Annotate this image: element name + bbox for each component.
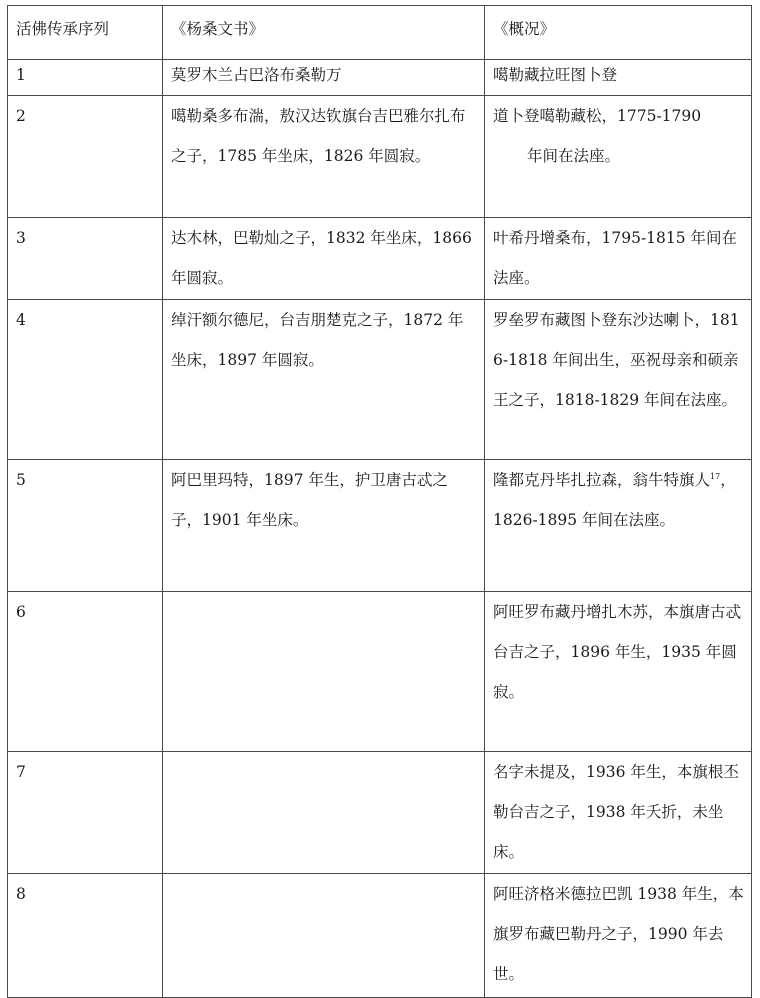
header-sequence: 活佛传承序列 bbox=[8, 6, 163, 60]
overview-cell: 叶希丹增桑布，1795-1815 年间在法座。 bbox=[485, 218, 752, 300]
sequence-cell: 5 bbox=[8, 460, 163, 592]
overview-cell bbox=[485, 96, 752, 218]
sequence-cell: 2 bbox=[8, 96, 163, 218]
overview-cell: 名字未提及，1936 年生，本旗根丕勒台吉之子，1938 年夭折，未坐床。 bbox=[485, 752, 752, 874]
header-yangsang-documents: 《杨桑文书》 bbox=[163, 6, 485, 60]
yangsang-cell bbox=[163, 752, 485, 874]
table-row bbox=[8, 300, 752, 460]
overview-cell: 罗垒罗布藏图卜登东沙达喇卜，1816-1818 年间出生，巫祝母亲和硕亲王之子，1818-1829 年间在法座。 bbox=[485, 300, 752, 460]
sequence-cell: 6 bbox=[8, 592, 163, 752]
yangsang-cell: 达木林，巴勒灿之子，1832 年坐床，1866 年圆寂。 bbox=[163, 218, 485, 300]
header-overview: 《概况》 bbox=[485, 6, 752, 60]
yangsang-cell bbox=[163, 874, 485, 998]
sequence-cell: 1 bbox=[8, 60, 163, 96]
table-row bbox=[8, 752, 752, 874]
sequence-cell: 3 bbox=[8, 218, 163, 300]
sequence-cell: 4 bbox=[8, 300, 163, 460]
overview-cell: 阿旺济格米德拉巴凯 1938 年生，本旗罗布藏巴勒丹之子，1990 年去世。 bbox=[485, 874, 752, 998]
overview-cell: 阿旺罗布藏丹增扎木苏，本旗唐古忒台吉之子，1896 年生，1935 年圆寂。 bbox=[485, 592, 752, 752]
table-row bbox=[8, 460, 752, 592]
table-row bbox=[8, 60, 752, 96]
overview-cell bbox=[485, 460, 752, 592]
yangsang-cell: 噶勒桑多布湍，敖汉达钦旗台吉巴雅尔扎布之子，1785 年坐床，1826 年圆寂。 bbox=[163, 96, 485, 218]
yangsang-cell: 莫罗木兰占巴洛布桑勒万 bbox=[163, 60, 485, 96]
overview-cell: 噶勒藏拉旺图卜登 bbox=[485, 60, 752, 96]
overview-text: 道卜登噶勒藏松，1775-1790 bbox=[493, 107, 702, 125]
sequence-cell: 8 bbox=[8, 874, 163, 998]
yangsang-cell bbox=[163, 592, 485, 752]
table-row bbox=[8, 218, 752, 300]
lineage-table bbox=[7, 5, 752, 998]
overview-text-tail: ，1826-1895 年间在法座。 bbox=[493, 471, 736, 529]
sequence-cell: 7 bbox=[8, 752, 163, 874]
table-row bbox=[8, 874, 752, 998]
footnote-marker: 17 bbox=[710, 471, 721, 481]
table-row bbox=[8, 592, 752, 752]
yangsang-cell: 绰汗额尔德尼，台吉朋楚克之子，1872 年坐床，1897 年圆寂。 bbox=[163, 300, 485, 460]
overview-text: 隆都克丹毕扎拉森，翁牛特旗人 bbox=[493, 471, 711, 489]
overview-text-continued: 年间在法座。 bbox=[527, 147, 621, 165]
table-row bbox=[8, 96, 752, 218]
yangsang-cell: 阿巴里玛特，1897 年生，护卫唐古忒之子，1901 年坐床。 bbox=[163, 460, 485, 592]
header-row bbox=[8, 6, 752, 60]
